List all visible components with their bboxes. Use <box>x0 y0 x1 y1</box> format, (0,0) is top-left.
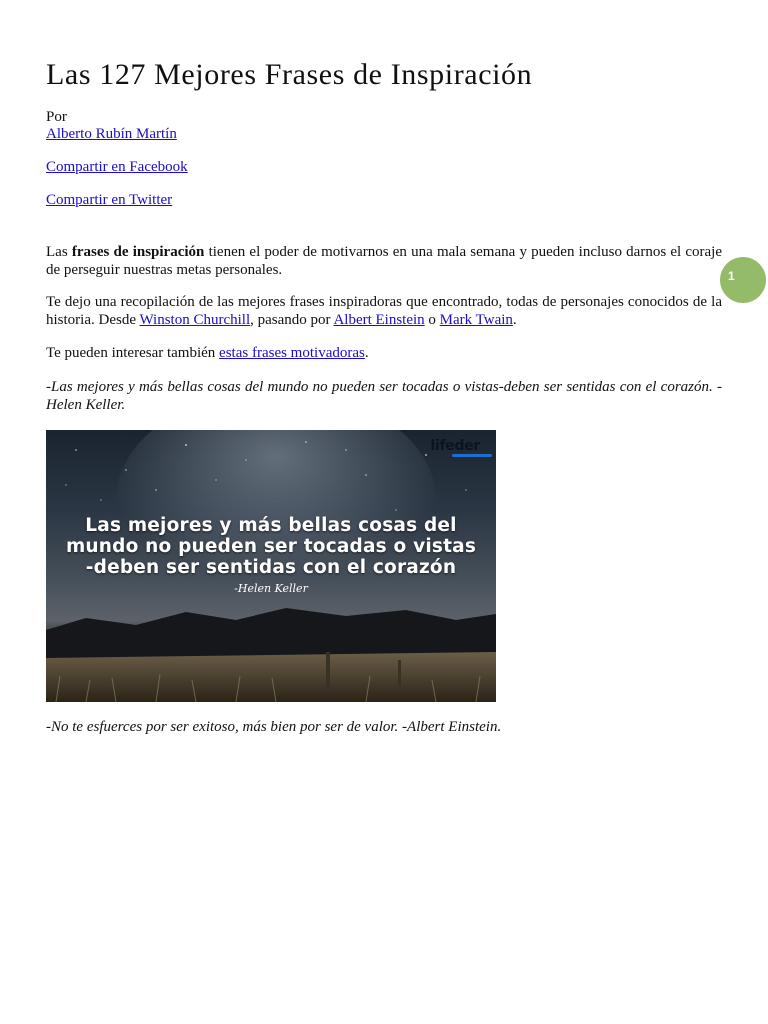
share-facebook-link[interactable]: Compartir en Facebook <box>46 159 188 175</box>
byline-label: Por <box>46 109 67 125</box>
lifeder-logo: lifeder <box>430 438 480 454</box>
intro-text-start: Las <box>46 244 72 260</box>
lifeder-logo-swoosh <box>452 454 492 457</box>
collection-paragraph <box>46 293 722 329</box>
collection-text-start: Te dejo una recopilación de las mejores frases inspiradoras que encontrado, todas de personajes conocidos de la historia. Desde <box>46 294 722 328</box>
related-paragraph <box>46 344 722 362</box>
collection-text-mid2: o <box>424 312 440 328</box>
article-title: Las 127 Mejores Frases de Inspiración <box>46 58 533 91</box>
intro-paragraph <box>46 243 722 279</box>
image-quote-text <box>46 515 496 578</box>
quote-helen-keller: -Las mejores y más bellas cosas del mundo no pueden ser tocadas o vistas-deben ser sentidas con el corazón. -Helen Keller. <box>46 379 722 413</box>
quote-image <box>46 430 496 702</box>
collection-text-mid1: , pasando por <box>250 312 334 328</box>
intro-text-end: tienen el poder de motivarnos en una mala semana y pueden incluso darnos el coraje de perseguir nuestras metas personales. <box>46 244 722 278</box>
intro-bold-term: frases de inspiración <box>71 244 205 260</box>
einstein-link[interactable]: Albert Einstein <box>333 312 425 328</box>
share-twitter-link[interactable]: Compartir en Twitter <box>46 192 173 208</box>
related-text-start: Te pueden interesar también <box>46 345 220 361</box>
quote-albert-einstein: -No te esfuerces por ser exitoso, más bien por ser de valor. -Albert Einstein. <box>46 719 502 735</box>
image-quote-line-2: mundo no pueden ser tocadas o vistas <box>65 536 477 557</box>
image-quote-line-1: Las mejores y más bellas cosas del <box>85 515 457 536</box>
collection-text-end: . <box>512 312 517 328</box>
churchill-link[interactable]: Winston Churchill <box>139 312 251 328</box>
twain-link[interactable]: Mark Twain <box>439 312 513 328</box>
page-number-badge: 1 <box>720 257 766 303</box>
author-link[interactable]: Alberto Rubín Martín <box>46 126 177 142</box>
related-text-end: . <box>364 345 369 361</box>
image-quote-line-3: -deben ser sentidas con el corazón <box>85 557 457 578</box>
motivational-quotes-link[interactable]: estas frases motivadoras <box>219 345 365 361</box>
image-quote-author: -Helen Keller <box>234 582 308 595</box>
